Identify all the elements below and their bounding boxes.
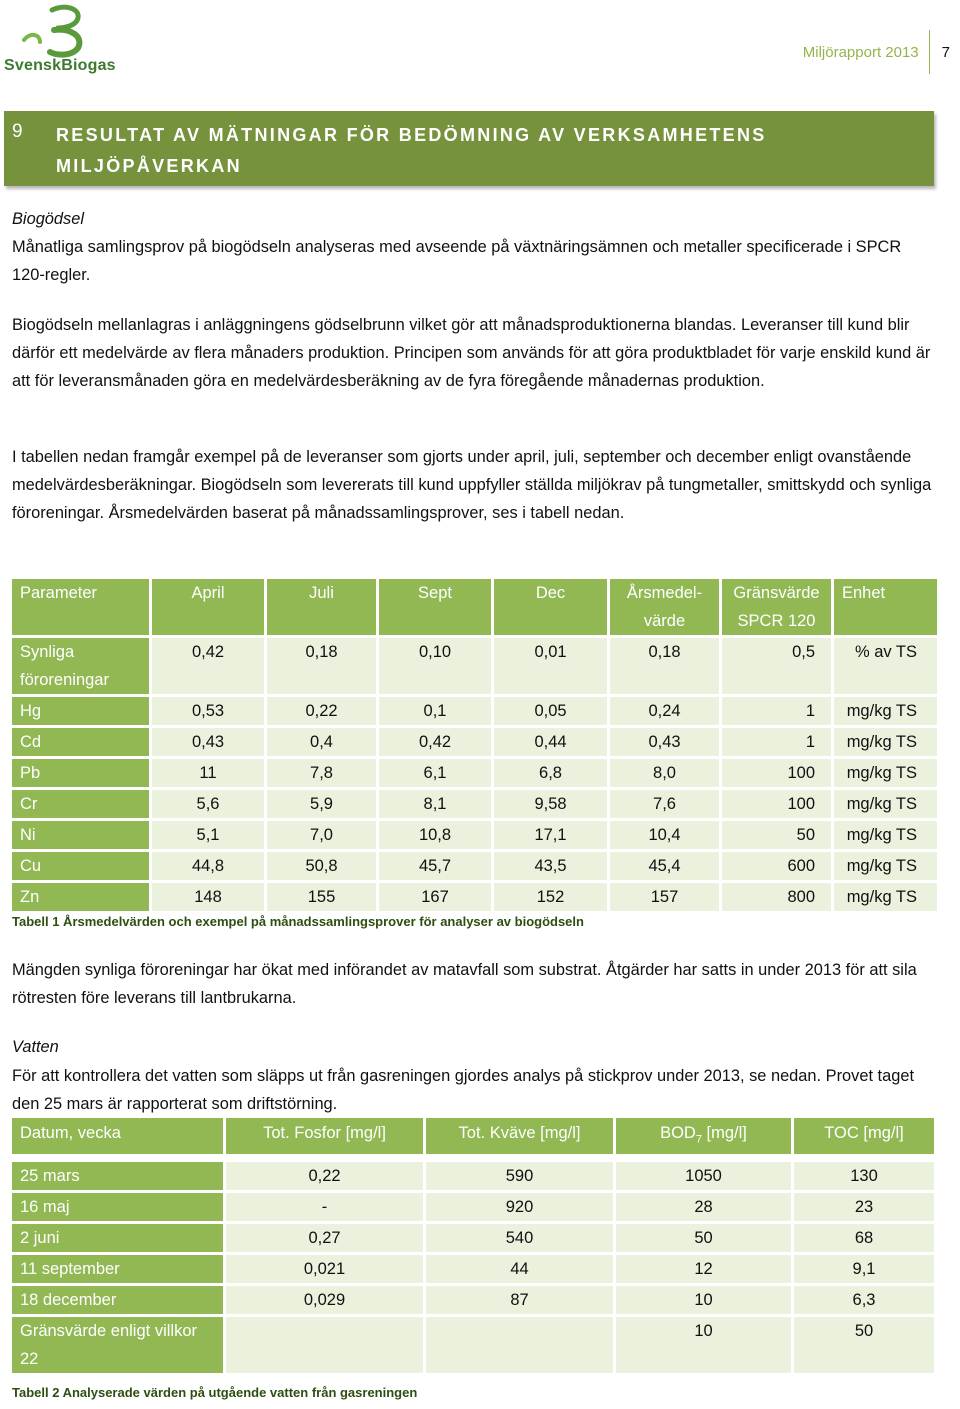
table-row <box>12 790 940 821</box>
after-table-1-paragraph: Mängden synliga föroreningar har ökat med införandet av matavfall som substrat. Åtgärder har satts in under 2013 för att sila rötresten före leverans till lantbrukarna. <box>12 961 917 1007</box>
table-cell: 0,22 <box>267 697 379 728</box>
bod-subscript: 7 <box>695 1133 702 1146</box>
table-cell: 6,8 <box>494 759 610 790</box>
table-cell: % av TS <box>834 638 940 697</box>
column-header: Enhet <box>834 579 940 638</box>
table-cell: 17,1 <box>494 821 610 852</box>
table-cell: 0,43 <box>610 728 722 759</box>
table-cell: 0,5 <box>722 638 834 697</box>
table-cell: 540 <box>426 1224 616 1255</box>
table-cell: 152 <box>494 883 610 914</box>
table-cell <box>426 1317 616 1376</box>
table-cell: 44 <box>426 1255 616 1286</box>
table-cell: 1050 <box>616 1162 794 1193</box>
section-number: 9 <box>12 121 23 142</box>
table-row <box>12 883 940 914</box>
biogodsel-paragraph-1: Månatliga samlingsprov på biogödseln analyseras med avseende på växtnäringsämnen och metaller specificerade i SPCR 120-regler. <box>12 238 902 284</box>
row-header-cell: Gränsvärde enligt villkor 22 <box>12 1317 226 1376</box>
table-cell: 0,01 <box>494 638 610 697</box>
section-heading <box>4 111 934 186</box>
row-header-cell: Cd <box>12 728 152 759</box>
row-header-cell: Cu <box>12 852 152 883</box>
table-cell: 590 <box>426 1162 616 1193</box>
table-header-row <box>12 579 940 638</box>
table-cell: 0,22 <box>226 1162 426 1193</box>
table-cell: 0,1 <box>379 697 494 728</box>
table-cell: 0,27 <box>226 1224 426 1255</box>
table-cell: 50 <box>722 821 834 852</box>
column-header <box>616 1118 794 1162</box>
column-header: Gränsvärde SPCR 120 <box>722 579 834 638</box>
table-cell: 8,0 <box>610 759 722 790</box>
table-cell: 0,53 <box>152 697 267 728</box>
table-cell: 9,1 <box>794 1255 937 1286</box>
table-cell: 600 <box>722 852 834 883</box>
table-row <box>12 852 940 883</box>
table-cell: 10,4 <box>610 821 722 852</box>
table-cell: 10 <box>616 1317 794 1376</box>
bod-unit: [mg/l] <box>701 1124 747 1142</box>
biogodsel-table <box>12 579 940 914</box>
column-header: Dec <box>494 579 610 638</box>
table-cell: 45,7 <box>379 852 494 883</box>
bod-label: BOD <box>660 1124 696 1142</box>
table-cell: 1 <box>722 697 834 728</box>
logo-text: SvenskBiogas <box>4 57 116 74</box>
table-cell: 0,05 <box>494 697 610 728</box>
biogodsel-heading: Biogödsel <box>12 210 84 228</box>
table-cell: 0,029 <box>226 1286 426 1317</box>
table-cell: 0,18 <box>267 638 379 697</box>
column-header: Tot. Kväve [mg/l] <box>426 1118 616 1162</box>
table-cell: 50,8 <box>267 852 379 883</box>
table-cell: 100 <box>722 759 834 790</box>
table-cell: 5,9 <box>267 790 379 821</box>
section-title: RESULTAT AV MÄTNINGAR FÖR BEDÖMNING AV VERKSAMHETENS MILJÖPÅVERKAN <box>56 125 767 176</box>
table-row <box>12 1286 937 1317</box>
table-cell: 45,4 <box>610 852 722 883</box>
table-cell: mg/kg TS <box>834 790 940 821</box>
table-cell: 6,1 <box>379 759 494 790</box>
table-cell: mg/kg TS <box>834 728 940 759</box>
table-cell: 8,1 <box>379 790 494 821</box>
table-cell: 7,6 <box>610 790 722 821</box>
row-header-cell: Cr <box>12 790 152 821</box>
table-cell: 44,8 <box>152 852 267 883</box>
table-cell: 7,8 <box>267 759 379 790</box>
table-row <box>12 697 940 728</box>
table-cell: mg/kg TS <box>834 697 940 728</box>
table-cell: 130 <box>794 1162 937 1193</box>
table-cell: - <box>226 1193 426 1224</box>
column-header: Årsmedel-värde <box>610 579 722 638</box>
table-cell: mg/kg TS <box>834 852 940 883</box>
table-cell: 0,42 <box>379 728 494 759</box>
row-header-cell: Ni <box>12 821 152 852</box>
row-header-cell: Zn <box>12 883 152 914</box>
table-cell: 1 <box>722 728 834 759</box>
page-header <box>0 0 960 80</box>
table-cell: 920 <box>426 1193 616 1224</box>
table-row <box>12 1317 937 1376</box>
row-header-cell: Synliga föroreningar <box>12 638 152 697</box>
vatten-table <box>12 1118 937 1376</box>
table-row <box>12 1224 937 1255</box>
table-cell: 9,58 <box>494 790 610 821</box>
table-cell: 10 <box>616 1286 794 1317</box>
table-row <box>12 638 940 697</box>
table-row <box>12 728 940 759</box>
table-cell: 23 <box>794 1193 937 1224</box>
table-1-caption: Tabell 1 Årsmedelvärden och exempel på månadssamlingsprover för analyser av biogödseln <box>12 914 584 929</box>
table-cell: 167 <box>379 883 494 914</box>
page-number: 7 <box>941 43 950 61</box>
table-cell: mg/kg TS <box>834 821 940 852</box>
table-cell: 5,1 <box>152 821 267 852</box>
table-cell: 100 <box>722 790 834 821</box>
table-cell: 10,8 <box>379 821 494 852</box>
column-header: Datum, vecka <box>12 1118 226 1162</box>
table-cell: mg/kg TS <box>834 883 940 914</box>
table-cell: 50 <box>794 1317 937 1376</box>
row-header-cell: Hg <box>12 697 152 728</box>
table-row <box>12 821 940 852</box>
column-header: April <box>152 579 267 638</box>
column-header: TOC [mg/l] <box>794 1118 937 1162</box>
table-cell: 28 <box>616 1193 794 1224</box>
table-cell: 0,10 <box>379 638 494 697</box>
row-header-cell: 25 mars <box>12 1162 226 1193</box>
table-cell <box>226 1317 426 1376</box>
table-cell: 148 <box>152 883 267 914</box>
table-row <box>12 759 940 790</box>
biogodsel-paragraph-3: I tabellen nedan framgår exempel på de leveranser som gjorts under april, juli, september och december enligt ovanstående medelvärdesberäkningar. Biogödseln som levererats till kund uppfyller ställda miljökrav på tungmetaller, smittskydd och synliga föroreningar. Årsmedelvärden baserat på månadssamlingsprover, ses i tabell nedan. <box>12 448 932 522</box>
biogodsel-paragraph-2: Biogödseln mellanlagras i anläggningens gödselbrunn vilket gör att månadsproduktionerna blandas. Leveranser till kund blir därför ett medelvärde av flera månaders produktion. Principen som används för att göra produktbladet för varje enskild kund är att för leveransmånaden göra en medelvärdesberäkning av de fyra föregående månadernas produktion. <box>12 316 931 390</box>
row-header-cell: Pb <box>12 759 152 790</box>
table-cell: 0,24 <box>610 697 722 728</box>
report-title: Miljörapport 2013 <box>802 43 919 61</box>
table-cell: 6,3 <box>794 1286 937 1317</box>
table-cell: 0,44 <box>494 728 610 759</box>
column-header: Tot. Fosfor [mg/l] <box>226 1118 426 1162</box>
table-cell: 7,0 <box>267 821 379 852</box>
table-cell: mg/kg TS <box>834 759 940 790</box>
table-cell: 0,4 <box>267 728 379 759</box>
table-cell: 11 <box>152 759 267 790</box>
table-cell: 0,42 <box>152 638 267 697</box>
table-cell: 0,021 <box>226 1255 426 1286</box>
table-row <box>12 1162 937 1193</box>
row-header-cell: 11 september <box>12 1255 226 1286</box>
vatten-paragraph: För att kontrollera det vatten som släpps ut från gasreningen gjordes analys på stickprov under 2013, se nedan. Provet taget den 25 mars är rapporterat som driftstörning. <box>12 1067 915 1113</box>
table-row <box>12 1193 937 1224</box>
table-cell: 50 <box>616 1224 794 1255</box>
table-cell: 0,43 <box>152 728 267 759</box>
table-cell: 157 <box>610 883 722 914</box>
table-cell: 43,5 <box>494 852 610 883</box>
table-cell: 12 <box>616 1255 794 1286</box>
row-header-cell: 2 juni <box>12 1224 226 1255</box>
table-cell: 5,6 <box>152 790 267 821</box>
column-header: Juli <box>267 579 379 638</box>
table-cell: 155 <box>267 883 379 914</box>
row-header-cell: 18 december <box>12 1286 226 1317</box>
column-header: Parameter <box>12 579 152 638</box>
table-cell: 0,18 <box>610 638 722 697</box>
table-2-caption: Tabell 2 Analyserade värden på utgående vatten från gasreningen <box>12 1385 418 1400</box>
vatten-heading: Vatten <box>12 1038 59 1056</box>
column-header: Sept <box>379 579 494 638</box>
table-cell: 800 <box>722 883 834 914</box>
table-row <box>12 1255 937 1286</box>
table-header-row <box>12 1118 937 1162</box>
table-cell: 68 <box>794 1224 937 1255</box>
table-cell: 87 <box>426 1286 616 1317</box>
row-header-cell: 16 maj <box>12 1193 226 1224</box>
